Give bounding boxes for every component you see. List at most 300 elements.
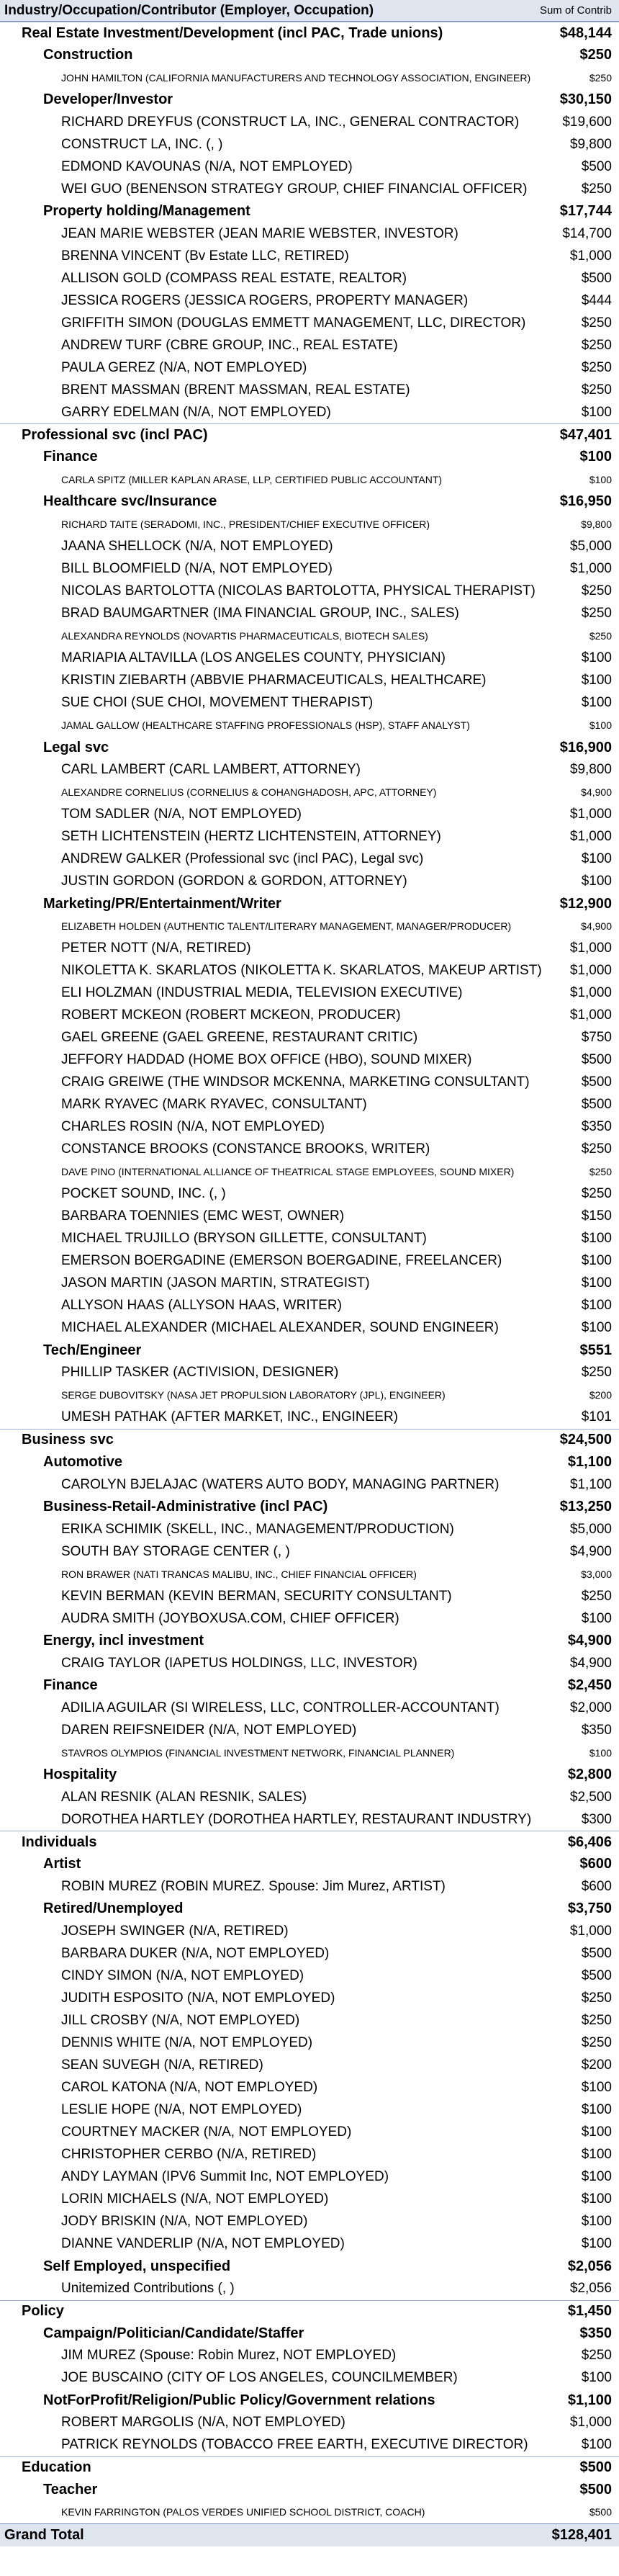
table-body — [0, 22, 619, 2523]
occupation-label: Automotive — [43, 1454, 122, 1470]
contributor-row — [0, 2121, 619, 2143]
contributor-row — [0, 1317, 619, 1339]
contributor-row — [0, 1362, 619, 1384]
occupation-row — [0, 1630, 619, 1652]
occupation-row — [0, 44, 619, 66]
contributor-amount: $250 — [581, 605, 612, 621]
contributor-row — [0, 1473, 619, 1496]
contributor-label: ALLYSON HAAS (ALLYSON HAAS, WRITER) — [61, 1298, 342, 1314]
contributor-amount: $100 — [581, 2146, 612, 2162]
contributor-row — [0, 1072, 619, 1094]
contributor-amount: $5,000 — [569, 538, 612, 554]
contributor-label: CAROLYN BJELAJAC (WATERS AUTO BODY, MANAGING PARTNER) — [61, 1476, 500, 1492]
contributor-label: RICHARD TAITE (SERADOMI, INC., PRESIDENT/CHIEF EXECUTIVE OFFICER) — [61, 518, 430, 530]
contributor-row — [0, 848, 619, 871]
contributor-label: PHILLIP TASKER (ACTIVISION, DESIGNER) — [61, 1365, 339, 1381]
contributor-row — [0, 1942, 619, 1965]
contributor-label: ROBERT MCKEON (ROBERT MCKEON, PRODUCER) — [61, 1007, 401, 1023]
contributor-row — [0, 557, 619, 580]
contributor-label: Unitemized Contributions (, ) — [61, 2281, 235, 2297]
contributor-amount: $500 — [581, 1074, 612, 1090]
contributor-amount: $100 — [581, 874, 612, 889]
contributor-amount: $500 — [581, 270, 612, 286]
contributor-amount: $100 — [581, 1253, 612, 1269]
occupation-row — [0, 490, 619, 513]
occupation-row — [0, 2323, 619, 2345]
contributor-label: CONSTANCE BROOKS (CONSTANCE BROOKS, WRITER) — [61, 1141, 430, 1157]
contributor-row — [0, 781, 619, 804]
contributor-amount: $100 — [581, 2169, 612, 2184]
occupation-label: NotForProfit/Religion/Public Policy/Government relations — [43, 2392, 435, 2408]
contributor-label: ANDREW GALKER (Professional svc (incl PAC), Legal svc) — [61, 851, 424, 867]
contributor-row — [0, 2032, 619, 2054]
occupation-row — [0, 89, 619, 111]
contributor-amount: $100 — [589, 473, 612, 485]
occupation-label: Retired/Unemployed — [43, 1900, 184, 1917]
contributor-amount: $2,056 — [569, 2281, 612, 2297]
contributor-label: ELIZABETH HOLDEN (AUTHENTIC TALENT/LITERARY MANAGEMENT, MANAGER/PRODUCER) — [61, 920, 512, 933]
contributor-row — [0, 379, 619, 401]
contributor-label: BILL BLOOMFIELD (N/A, NOT EMPLOYED) — [61, 560, 333, 576]
occupation-label: Legal svc — [43, 739, 109, 755]
contributor-amount: $4,900 — [581, 786, 612, 799]
occupation-amount: $2,800 — [567, 1767, 612, 1783]
contributor-row — [0, 513, 619, 535]
contributor-label: ANDREW TURF (CBRE GROUP, INC., REAL ESTATE) — [61, 337, 398, 353]
occupation-label: Construction — [43, 47, 133, 63]
industry-amount: $47,401 — [559, 426, 612, 443]
contributor-row — [0, 826, 619, 848]
contributor-row — [0, 624, 619, 647]
contributor-row — [0, 1273, 619, 1295]
contributor-label: EDMOND KAVOUNAS (N/A, NOT EMPLOYED) — [61, 158, 353, 174]
contributor-label: DAVE PINO (INTERNATIONAL ALLIANCE OF THEATRICAL STAGE EMPLOYEES, SOUND MIXER) — [61, 1166, 515, 1178]
contributor-row — [0, 1250, 619, 1273]
contributor-amount: $1,000 — [569, 2415, 612, 2431]
contributor-label: RICHARD DREYFUS (CONSTRUCT LA, INC., GENERAL CONTRACTOR) — [61, 114, 520, 130]
contributor-label: RON BRAWER (NATI TRANCAS MALIBU, INC., CHIEF FINANCIAL OFFICER) — [61, 1568, 417, 1580]
contributor-label: POCKET SOUND, INC. (, ) — [61, 1186, 226, 1202]
contributor-row — [0, 2233, 619, 2256]
occupation-row — [0, 446, 619, 468]
contributor-row — [0, 2076, 619, 2099]
contributor-amount: $250 — [581, 181, 612, 197]
contributor-row — [0, 2054, 619, 2076]
contributor-row — [0, 1049, 619, 1072]
contributor-label: UMESH PATHAK (AFTER MARKET, INC., ENGINEER) — [61, 1409, 399, 1425]
contributor-label: CHRISTOPHER CERBO (N/A, RETIRED) — [61, 2146, 317, 2162]
contributor-row — [0, 1295, 619, 1317]
contributor-amount: $100 — [581, 1275, 612, 1291]
occupation-amount: $600 — [579, 1856, 612, 1872]
contributor-amount: $4,900 — [569, 1543, 612, 1559]
contributor-amount: $9,800 — [569, 136, 612, 152]
contributor-amount: $250 — [581, 382, 612, 398]
contributor-row — [0, 915, 619, 938]
occupation-amount: $1,100 — [567, 1454, 612, 1470]
contributor-label: SETH LICHTENSTEIN (HERTZ LICHTENSTEIN, ATTORNEY) — [61, 829, 441, 845]
contributor-row — [0, 982, 619, 1005]
contributor-row — [0, 1585, 619, 1607]
contributor-label: ALEXANDRE CORNELIUS (CORNELIUS & COHANGHADOSH, APC, ATTORNEY) — [61, 786, 437, 799]
contributor-amount: $500 — [589, 2506, 612, 2518]
occupation-row — [0, 737, 619, 759]
occupation-label: Developer/Investor — [43, 91, 173, 108]
contributor-amount: $250 — [581, 2012, 612, 2028]
contributor-amount: $100 — [581, 1298, 612, 1314]
contributor-amount: $100 — [581, 2214, 612, 2230]
contributor-row — [0, 1920, 619, 1942]
contributor-row — [0, 2278, 619, 2300]
occupation-label: Tech/Engineer — [43, 1342, 142, 1358]
contributor-amount: $100 — [581, 1320, 612, 1336]
contributor-label: LORIN MICHAELS (N/A, NOT EMPLOYED) — [61, 2191, 329, 2207]
contributor-amount: $1,000 — [569, 829, 612, 845]
contributor-row — [0, 647, 619, 669]
contributor-row — [0, 1139, 619, 1161]
contributor-amount: $100 — [581, 2101, 612, 2117]
occupation-amount: $350 — [579, 2325, 612, 2341]
contributor-amount: $2,500 — [569, 1789, 612, 1805]
contributor-row — [0, 1697, 619, 1719]
contributor-label: NICOLAS BARTOLOTTA (NICOLAS BARTOLOTTA, PHYSICAL THERAPIST) — [61, 583, 536, 598]
occupation-label: Marketing/PR/Entertainment/Writer — [43, 895, 281, 912]
contributor-label: ERIKA SCHIMIK (SKELL, INC., MANAGEMENT/PRODUCTION) — [61, 1521, 454, 1537]
industry-amount: $500 — [579, 2459, 612, 2476]
contributor-label: SUE CHOI (SUE CHOI, MOVEMENT THERAPIST) — [61, 694, 374, 710]
contributor-row — [0, 178, 619, 200]
contributor-amount: $5,000 — [569, 1521, 612, 1537]
industry-amount: $6,406 — [567, 1834, 612, 1850]
contributor-row — [0, 960, 619, 982]
contributor-row — [0, 2367, 619, 2389]
contributor-row — [0, 1719, 619, 1741]
occupation-row — [0, 893, 619, 915]
contributor-label: MARIAPIA ALTAVILLA (LOS ANGELES COUNTY, PHYSICIAN) — [61, 650, 446, 665]
contributor-label: TOM SADLER (N/A, NOT EMPLOYED) — [61, 807, 302, 822]
industry-row — [0, 423, 619, 446]
contributor-row — [0, 1206, 619, 1228]
contributor-amount: $444 — [581, 292, 612, 308]
occupation-amount: $12,900 — [559, 895, 612, 912]
contributor-amount: $250 — [589, 71, 612, 84]
contributor-amount: $100 — [581, 1231, 612, 1247]
contributor-label: ALEXANDRA REYNOLDS (NOVARTIS PHARMACEUTICALS, BIOTECH SALES) — [61, 629, 428, 642]
contributor-amount: $1,000 — [569, 963, 612, 979]
occupation-amount: $4,900 — [567, 1633, 612, 1649]
contributor-row — [0, 2189, 619, 2211]
industry-label: Individuals — [22, 1834, 97, 1850]
contributor-label: CARLA SPITZ (MILLER KAPLAN ARASE, LLP, CERTIFIED PUBLIC ACCOUNTANT) — [61, 473, 443, 485]
contributor-amount: $2,000 — [569, 1700, 612, 1715]
contributor-amount: $100 — [589, 719, 612, 731]
contributor-row — [0, 1228, 619, 1250]
contributor-row — [0, 267, 619, 290]
contributor-label: DIANNE VANDERLIP (N/A, NOT EMPLOYED) — [61, 2236, 345, 2252]
occupation-amount: $16,900 — [559, 739, 612, 755]
occupation-label: Artist — [43, 1856, 81, 1872]
contributor-amount: $250 — [589, 1166, 612, 1178]
contributor-amount: $250 — [581, 1990, 612, 2006]
contributor-amount: $4,900 — [569, 1655, 612, 1671]
occupation-row — [0, 2389, 619, 2412]
contributor-amount: $1,000 — [569, 1923, 612, 1939]
contributor-label: EMERSON BOERGADINE (EMERSON BOERGADINE, FREELANCER) — [61, 1253, 502, 1269]
contributor-row — [0, 223, 619, 245]
occupation-row — [0, 1674, 619, 1697]
contributor-row — [0, 290, 619, 312]
contributor-label: JILL CROSBY (N/A, NOT EMPLOYED) — [61, 2012, 300, 2028]
contributor-row — [0, 156, 619, 178]
industry-label: Real Estate Investment/Development (incl PAC, Trade unions) — [22, 24, 443, 41]
occupation-label: Self Employed, unspecified — [43, 2258, 231, 2274]
industry-label: Policy — [22, 2303, 64, 2320]
contributor-amount: $500 — [581, 158, 612, 174]
contributor-amount: $250 — [581, 1186, 612, 1202]
occupation-amount: $17,744 — [559, 203, 612, 220]
contributor-label: CARL LAMBERT (CARL LAMBERT, ATTORNEY) — [61, 762, 361, 778]
contributor-amount: $250 — [581, 2034, 612, 2050]
contributor-label: BRENT MASSMAN (BRENT MASSMAN, REAL ESTATE) — [61, 382, 410, 398]
contributor-row — [0, 1652, 619, 1674]
contributor-row — [0, 245, 619, 267]
contributor-label: ROBIN MUREZ (ROBIN MUREZ. Spouse: Jim Murez, ARTIST) — [61, 1878, 446, 1894]
contributor-label: JOHN HAMILTON (CALIFORNIA MANUFACTURERS AND TECHNOLOGY ASSOCIATION, ENGINEER) — [61, 71, 531, 84]
contributor-label: NIKOLETTA K. SKARLATOS (NIKOLETTA K. SKARLATOS, MAKEUP ARTIST) — [61, 963, 542, 979]
contributor-amount: $250 — [581, 315, 612, 331]
contributor-label: BRAD BAUMGARTNER (IMA FINANCIAL GROUP, INC., SALES) — [61, 605, 459, 621]
industry-row — [0, 1429, 619, 1451]
contributor-label: JAANA SHELLOCK (N/A, NOT EMPLOYED) — [61, 538, 333, 554]
occupation-amount: $2,450 — [567, 1677, 612, 1694]
occupation-row — [0, 1451, 619, 1473]
contributor-row — [0, 1808, 619, 1831]
contributor-amount: $100 — [581, 404, 612, 420]
contributor-row — [0, 2099, 619, 2121]
contributor-label: MICHAEL TRUJILLO (BRYSON GILLETTE, CONSULTANT) — [61, 1231, 427, 1247]
contributor-label: PETER NOTT (N/A, RETIRED) — [61, 941, 251, 956]
contributor-row — [0, 1786, 619, 1808]
contributor-row — [0, 1384, 619, 1406]
contributor-amount: $1,000 — [569, 807, 612, 822]
contributor-row — [0, 938, 619, 960]
occupation-amount: $3,750 — [567, 1900, 612, 1917]
industry-amount: $48,144 — [559, 24, 612, 41]
occupation-row — [0, 2256, 619, 2278]
contributor-row — [0, 871, 619, 893]
header-label: Industry/Occupation/Contributor (Employer, Occupation) — [4, 2, 374, 18]
grand-total-label: Grand Total — [4, 2526, 84, 2543]
contributor-row — [0, 1183, 619, 1206]
contributor-row — [0, 1005, 619, 1027]
industry-amount: $1,450 — [567, 2303, 612, 2320]
contributor-row — [0, 468, 619, 490]
contributor-label: JUDITH ESPOSITO (N/A, NOT EMPLOYED) — [61, 1990, 335, 2006]
contributor-amount: $500 — [581, 1945, 612, 1961]
contributor-amount: $100 — [581, 694, 612, 710]
contributor-label: CRAIG TAYLOR (IAPETUS HOLDINGS, LLC, INVESTOR) — [61, 1655, 417, 1671]
contributor-label: JOE BUSCAINO (CITY OF LOS ANGELES, COUNCILMEMBER) — [61, 2370, 458, 2386]
contributor-amount: $1,000 — [569, 1007, 612, 1023]
contributor-row — [0, 111, 619, 133]
contributor-label: STAVROS OLYMPIOS (FINANCIAL INVESTMENT NETWORK, FINANCIAL PLANNER) — [61, 1746, 455, 1759]
contributor-amount: $250 — [581, 583, 612, 598]
contributor-amount: $1,000 — [569, 985, 612, 1001]
contributor-row — [0, 1875, 619, 1898]
occupation-amount: $100 — [579, 449, 612, 465]
contributor-label: KEVIN BERMAN (KEVIN BERMAN, SECURITY CONSULTANT) — [61, 1588, 452, 1604]
industry-row — [0, 2456, 619, 2479]
contributor-label: GRIFFITH SIMON (DOUGLAS EMMETT MANAGEMENT, LLC, DIRECTOR) — [61, 315, 526, 331]
industry-row — [0, 2300, 619, 2323]
contributor-label: ALLISON GOLD (COMPASS REAL ESTATE, REALTOR) — [61, 270, 407, 286]
occupation-row — [0, 1496, 619, 1518]
contributor-label: ALAN RESNIK (ALAN RESNIK, SALES) — [61, 1789, 307, 1805]
contributor-row — [0, 669, 619, 691]
contributor-amount: $350 — [581, 1722, 612, 1738]
contributor-row — [0, 356, 619, 379]
contributor-row — [0, 1027, 619, 1049]
contributor-row — [0, 2412, 619, 2434]
occupation-amount: $30,150 — [559, 91, 612, 108]
contributor-label: BARBARA DUKER (N/A, NOT EMPLOYED) — [61, 1945, 330, 1961]
occupation-amount: $16,950 — [559, 493, 612, 510]
contributor-amount: $9,800 — [569, 762, 612, 778]
contributor-amount: $500 — [581, 1967, 612, 1983]
occupation-label: Energy, incl investment — [43, 1633, 204, 1649]
grand-total-row — [0, 2523, 619, 2546]
contributor-label: DOROTHEA HARTLEY (DOROTHEA HARTLEY, RESTAURANT INDUSTRY) — [61, 1811, 532, 1827]
occupation-amount: $13,250 — [559, 1499, 612, 1515]
industry-amount: $24,500 — [559, 1432, 612, 1448]
contributor-row — [0, 1116, 619, 1139]
contributor-row — [0, 2501, 619, 2523]
occupation-amount: $250 — [579, 47, 612, 63]
industry-row — [0, 1831, 619, 1853]
contributor-label: ANDY LAYMAN (IPV6 Summit Inc, NOT EMPLOYED) — [61, 2169, 389, 2184]
contributor-amount: $1,000 — [569, 941, 612, 956]
contributor-row — [0, 535, 619, 557]
contributor-label: KRISTIN ZIEBARTH (ABBVIE PHARMACEUTICALS, HEALTHCARE) — [61, 672, 487, 688]
contributor-amount: $100 — [581, 672, 612, 688]
contributor-label: KEVIN FARRINGTON (PALOS VERDES UNIFIED SCHOOL DISTRICT, COACH) — [61, 2506, 425, 2518]
contributor-row — [0, 2434, 619, 2456]
contributor-amount: $4,900 — [581, 920, 612, 933]
contributor-amount: $250 — [581, 1141, 612, 1157]
contributor-amount: $250 — [581, 337, 612, 353]
contributor-row — [0, 759, 619, 781]
occupation-amount: $2,056 — [567, 2258, 612, 2274]
contributor-label: JESSICA ROGERS (JESSICA ROGERS, PROPERTY MANAGER) — [61, 292, 469, 308]
contributor-amount: $100 — [581, 2370, 612, 2386]
contributor-row — [0, 66, 619, 89]
occupation-amount: $1,100 — [567, 2392, 612, 2408]
contributor-row — [0, 804, 619, 826]
contributor-amount: $300 — [581, 1811, 612, 1827]
contributor-amount: $500 — [581, 1097, 612, 1113]
contributor-amount: $1,000 — [569, 248, 612, 264]
contributor-row — [0, 2166, 619, 2189]
contributor-label: JEAN MARIE WEBSTER (JEAN MARIE WEBSTER, INVESTOR) — [61, 225, 458, 241]
contributor-row — [0, 312, 619, 334]
contributor-amount: $101 — [581, 1409, 612, 1425]
contributor-amount: $500 — [581, 1052, 612, 1068]
occupation-label: Healthcare svc/Insurance — [43, 493, 217, 510]
contributor-row — [0, 401, 619, 423]
contributor-amount: $600 — [581, 1878, 612, 1894]
contributor-label: GARRY EDELMAN (N/A, NOT EMPLOYED) — [61, 404, 331, 420]
contributor-row — [0, 2211, 619, 2233]
occupation-row — [0, 200, 619, 223]
industry-label: Business svc — [22, 1432, 114, 1448]
contributor-row — [0, 691, 619, 714]
contributor-row — [0, 602, 619, 624]
industry-label: Education — [22, 2459, 91, 2476]
contributor-label: PAULA GEREZ (N/A, NOT EMPLOYED) — [61, 359, 307, 375]
contributor-label: MICHAEL ALEXANDER (MICHAEL ALEXANDER, SOUND ENGINEER) — [61, 1320, 499, 1336]
contributor-amount: $100 — [581, 2079, 612, 2095]
contributor-label: JAMAL GALLOW (HEALTHCARE STAFFING PROFESSIONALS (HSP), STAFF ANALYST) — [61, 719, 470, 731]
header-amount-label: Sum of Contrib — [539, 4, 612, 17]
contributor-label: GAEL GREENE (GAEL GREENE, RESTAURANT CRITIC) — [61, 1030, 418, 1046]
contributor-row — [0, 334, 619, 356]
contributor-label: CRAIG GREIWE (THE WINDSOR MCKENNA, MARKETING CONSULTANT) — [61, 1074, 530, 1090]
contributor-amount: $100 — [581, 1610, 612, 1626]
occupation-row — [0, 1853, 619, 1875]
contributor-label: CAROL KATONA (N/A, NOT EMPLOYED) — [61, 2079, 318, 2095]
contributor-label: DENNIS WHITE (N/A, NOT EMPLOYED) — [61, 2034, 313, 2050]
contributor-label: ADILIA AGUILAR (SI WIRELESS, LLC, CONTROLLER-ACCOUNTANT) — [61, 1700, 500, 1715]
occupation-label: Finance — [43, 449, 98, 465]
occupation-row — [0, 2479, 619, 2501]
contributor-row — [0, 133, 619, 156]
contributor-label: AUDRA SMITH (JOYBOXUSA.COM, CHIEF OFFICER) — [61, 1610, 399, 1626]
contributor-label: SOUTH BAY STORAGE CENTER (, ) — [61, 1543, 290, 1559]
occupation-amount: $551 — [579, 1342, 612, 1358]
contributor-row — [0, 1607, 619, 1630]
contributor-label: SERGE DUBOVITSKY (NASA JET PROPULSION LABORATORY (JPL), ENGINEER) — [61, 1389, 446, 1401]
occupation-label: Hospitality — [43, 1767, 117, 1783]
contributor-amount: $100 — [581, 650, 612, 665]
contributor-row — [0, 1563, 619, 1585]
contributor-row — [0, 2143, 619, 2166]
contributor-label: ELI HOLZMAN (INDUSTRIAL MEDIA, TELEVISION EXECUTIVE) — [61, 985, 463, 1001]
contributor-label: CINDY SIMON (N/A, NOT EMPLOYED) — [61, 1967, 304, 1983]
contributor-label: MARK RYAVEC (MARK RYAVEC, CONSULTANT) — [61, 1097, 367, 1113]
contributor-label: BARBARA TOENNIES (EMC WEST, OWNER) — [61, 1208, 345, 1224]
occupation-label: Business-Retail-Administrative (incl PAC) — [43, 1499, 328, 1515]
industry-label: Professional svc (incl PAC) — [22, 426, 208, 443]
occupation-label: Campaign/Politician/Candidate/Staffer — [43, 2325, 304, 2341]
contributor-label: BRENNA VINCENT (Bv Estate LLC, RETIRED) — [61, 248, 349, 264]
contributor-amount: $1,100 — [569, 1476, 612, 1492]
contributor-amount: $19,600 — [562, 114, 612, 130]
occupation-row — [0, 1339, 619, 1362]
contributor-amount: $100 — [581, 2124, 612, 2140]
contributor-row — [0, 1987, 619, 2009]
contributor-label: WEI GUO (BENENSON STRATEGY GROUP, CHIEF FINANCIAL OFFICER) — [61, 181, 528, 197]
contributor-amount: $100 — [589, 1746, 612, 1759]
contributor-row — [0, 1741, 619, 1764]
contributor-label: LESLIE HOPE (N/A, NOT EMPLOYED) — [61, 2101, 302, 2117]
contributor-amount: $200 — [581, 2057, 612, 2073]
contributor-amount: $100 — [581, 2437, 612, 2453]
contributor-amount: $250 — [581, 359, 612, 375]
contributor-label: PATRICK REYNOLDS (TOBACCO FREE EARTH, EXECUTIVE DIRECTOR) — [61, 2437, 528, 2453]
contributor-amount: $250 — [581, 2348, 612, 2364]
contributor-amount: $250 — [589, 629, 612, 642]
occupation-amount: $500 — [579, 2481, 612, 2498]
